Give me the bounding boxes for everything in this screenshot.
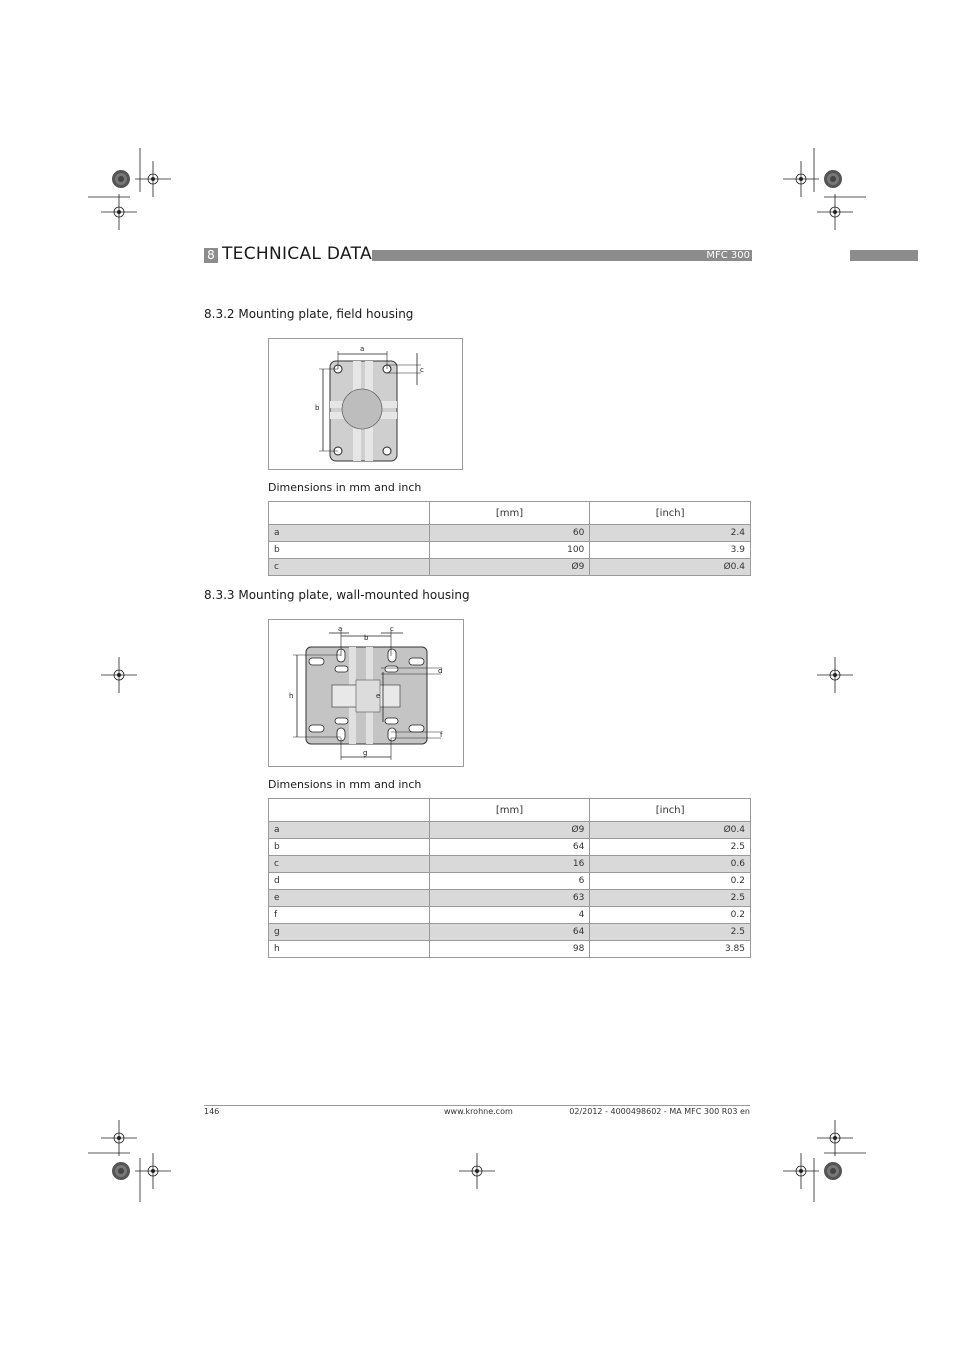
dim-label-c: c — [390, 625, 394, 633]
row-label: c — [269, 856, 430, 873]
row-label: a — [269, 525, 430, 542]
row-label: c — [269, 559, 430, 576]
table-header-row — [269, 502, 751, 525]
table-row — [269, 890, 751, 907]
dim-label-a: a — [360, 345, 365, 353]
row-mm: Ø9 — [429, 559, 590, 576]
dim-label-c: c — [420, 366, 424, 374]
row-inch: 2.5 — [590, 924, 751, 941]
row-label: h — [269, 941, 430, 958]
table-row — [269, 856, 751, 873]
chapter-title: TECHNICAL DATA — [222, 244, 372, 264]
table-header-row — [269, 799, 751, 822]
row-inch: 0.2 — [590, 907, 751, 924]
column-header-inch: [inch] — [590, 799, 751, 822]
row-mm: 98 — [429, 941, 590, 958]
row-inch: 0.2 — [590, 873, 751, 890]
dimensions-table-field-housing — [268, 501, 751, 576]
dimensions-table-wall-mounted-housing — [268, 798, 751, 958]
row-mm: 60 — [429, 525, 590, 542]
row-mm: 6 — [429, 873, 590, 890]
row-inch: 2.5 — [590, 839, 751, 856]
column-header-label — [269, 502, 430, 525]
column-header-label — [269, 799, 430, 822]
dim-label-h: h — [289, 692, 294, 700]
row-inch: 3.85 — [590, 941, 751, 958]
table-row — [269, 924, 751, 941]
dim-label-b: b — [315, 404, 320, 412]
dim-label-f: f — [440, 731, 443, 739]
table-row — [269, 907, 751, 924]
table-row — [269, 822, 751, 839]
header-tab — [850, 250, 918, 261]
table-row — [269, 873, 751, 890]
column-header-mm: [mm] — [429, 799, 590, 822]
row-inch: Ø0.4 — [590, 559, 751, 576]
row-mm: 16 — [429, 856, 590, 873]
row-inch: 0.6 — [590, 856, 751, 873]
row-label: d — [269, 873, 430, 890]
row-label: g — [269, 924, 430, 941]
row-mm: 64 — [429, 839, 590, 856]
footer-doc-reference: 02/2012 - 4000498602 - MA MFC 300 R03 en — [569, 1107, 750, 1116]
caption-wall-mounted-housing: Dimensions in mm and inch — [268, 778, 422, 791]
table-row — [269, 839, 751, 856]
dim-label-a: a — [338, 625, 343, 633]
row-inch: 2.4 — [590, 525, 751, 542]
table-row — [269, 525, 751, 542]
row-mm: 64 — [429, 924, 590, 941]
figure-wall-mounted-plate — [268, 619, 464, 767]
table-row — [269, 559, 751, 576]
table-row — [269, 542, 751, 559]
section-heading-field-housing: 8.3.2 Mounting plate, field housing — [204, 307, 414, 321]
dim-label-g: g — [363, 749, 368, 757]
section-heading-wall-mounted-housing: 8.3.3 Mounting plate, wall-mounted housing — [204, 588, 470, 602]
column-header-inch: [inch] — [590, 502, 751, 525]
row-label: a — [269, 822, 430, 839]
dim-label-e: e — [376, 692, 381, 700]
column-header-mm: [mm] — [429, 502, 590, 525]
chapter-number: 8 — [204, 248, 218, 263]
document-code: MFC 300 — [706, 250, 750, 261]
dim-label-d: d — [438, 667, 443, 675]
footer-rule — [204, 1105, 750, 1106]
caption-field-housing: Dimensions in mm and inch — [268, 481, 422, 494]
figure-field-housing-plate — [268, 338, 463, 470]
row-inch: Ø0.4 — [590, 822, 751, 839]
row-mm: 100 — [429, 542, 590, 559]
table-row — [269, 941, 751, 958]
row-label: e — [269, 890, 430, 907]
row-mm: Ø9 — [429, 822, 590, 839]
row-label: f — [269, 907, 430, 924]
row-inch: 3.9 — [590, 542, 751, 559]
page-number: 146 — [204, 1107, 220, 1116]
row-mm: 63 — [429, 890, 590, 907]
footer-website: www.krohne.com — [444, 1107, 513, 1116]
row-label: b — [269, 839, 430, 856]
dim-label-b: b — [364, 634, 369, 642]
row-label: b — [269, 542, 430, 559]
row-inch: 2.5 — [590, 890, 751, 907]
row-mm: 4 — [429, 907, 590, 924]
